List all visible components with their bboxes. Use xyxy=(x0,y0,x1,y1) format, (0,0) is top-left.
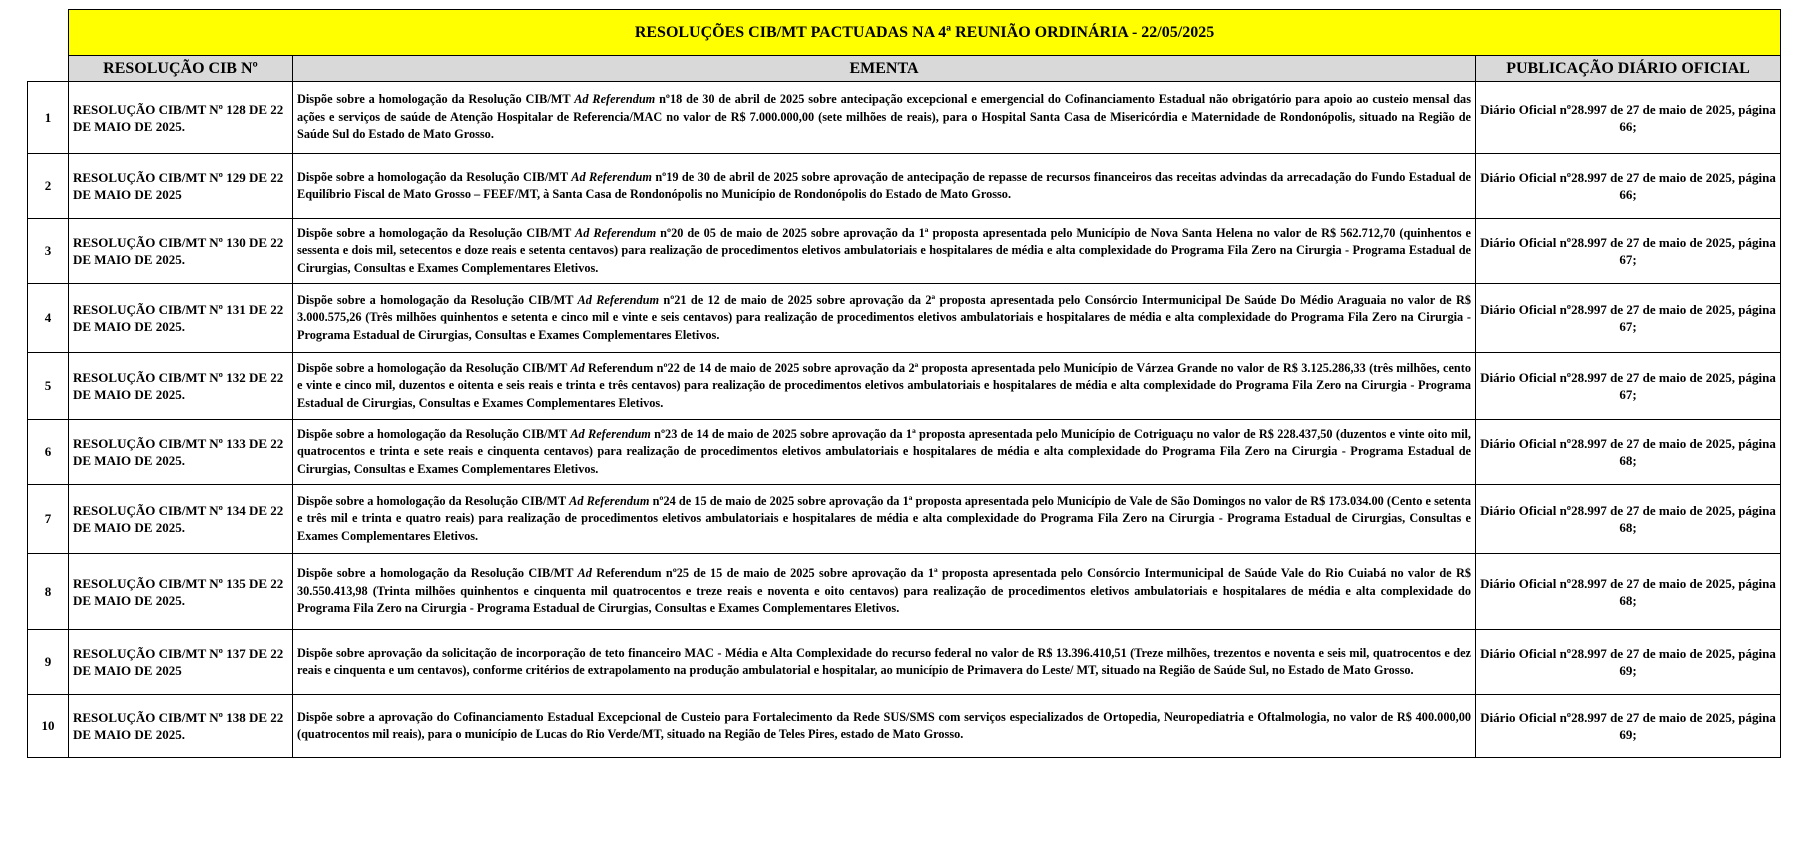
header-row xyxy=(28,56,1781,82)
ementa-text-continued: nº19 de 30 de abril de 2025 sobre aprovação de antecipação de repasse de recursos financeiros das receitas advindas da arrecadação do Fundo Estadual de Equilíbrio Fiscal de Mato Grosso – FEEF/MT, à Santa Casa de Rondonópolis no Município de Rondonópolis do Estado de Mato Grosso. xyxy=(297,169,1471,201)
table-row xyxy=(28,353,1781,420)
resolution-cell: RESOLUÇÃO CIB/MT Nº 130 DE 22 DE MAIO DE 2025. xyxy=(69,219,293,284)
ementa-text: Dispõe sobre aprovação da solicitação de incorporação de teto financeiro MAC - Média e Alta Complexidade do recurso federal no valor de R$ 13.396.410,51 (Treze milhões, trezentos e noventa e seis mil, quatrocentos e dez reais e cinquenta e um centavos), conforme critérios de extrapolamento na produção ambulatorial e hospitalar, ao município de Primavera do Leste/ MT, situado na Região de Saúde Sul, no Estado de Mato Grosso. xyxy=(297,645,1471,677)
ementa-cell xyxy=(293,353,1476,420)
row-number: 9 xyxy=(28,630,69,695)
ementa-text: Dispõe sobre a homologação da Resolução CIB/MT xyxy=(297,360,571,375)
ementa-italic-text: Ad Referendum xyxy=(571,169,652,184)
column-header-publication: PUBLICAÇÃO DIÁRIO OFICIAL xyxy=(1476,56,1781,82)
ementa-cell xyxy=(293,485,1476,554)
resolution-cell: RESOLUÇÃO CIB/MT Nº 137 DE 22 DE MAIO DE 2025 xyxy=(69,630,293,695)
table-row xyxy=(28,219,1781,284)
publication-cell: Diário Oficial nº28.997 de 27 de maio de 2025, página 67; xyxy=(1476,353,1781,420)
ementa-text-continued: Referendum nº25 de 15 de maio de 2025 sobre aprovação da 1ª proposta apresentada pelo Consórcio Intermunicipal de Saúde Vale do Rio Cuiabá no valor de R$ 30.550.413,98 (Trinta milhões quinhentos e cinquenta mil quatrocentos e treze reais e noventa e oito centavos) para realização de procedimentos eletivos ambulatoriais e hospitalares de média e alta complexidade do Programa Fila Zero na Cirurgia - Programa Estadual de Cirurgias, Consultas e Exames Complementares Eletivos. xyxy=(297,566,1471,616)
resolution-cell: RESOLUÇÃO CIB/MT Nº 128 DE 22 DE MAIO DE 2025. xyxy=(69,82,293,154)
resolution-cell: RESOLUÇÃO CIB/MT Nº 138 DE 22 DE MAIO DE 2025. xyxy=(69,695,293,758)
resolution-cell: RESOLUÇÃO CIB/MT Nº 135 DE 22 DE MAIO DE 2025. xyxy=(69,554,293,630)
ementa-text: Dispõe sobre a homologação da Resolução CIB/MT xyxy=(297,225,576,240)
ementa-text: Dispõe sobre a homologação da Resolução CIB/MT xyxy=(297,292,578,307)
resolution-cell: RESOLUÇÃO CIB/MT Nº 129 DE 22 DE MAIO DE 2025 xyxy=(69,154,293,219)
ementa-text-continued: Referendum nº22 de 14 de maio de 2025 sobre aprovação da 2ª proposta apresentada pelo Município de Várzea Grande no valor de R$ 3.125.286,33 (três milhões, cento e vinte e cinco mil, duzentos e oitenta e seis reais e trinta e três centavos) para realização de procedimentos eletivos ambulatoriais e hospitalares de média e alta complexidade do Programa Fila Zero na Cirurgia - Programa Estadual de Cirurgias, Consultas e Exames Complementares Eletivos. xyxy=(297,360,1471,410)
publication-cell: Diário Oficial nº28.997 de 27 de maio de 2025, página 68; xyxy=(1476,420,1781,485)
publication-cell: Diário Oficial nº28.997 de 27 de maio de 2025, página 69; xyxy=(1476,630,1781,695)
ementa-cell xyxy=(293,420,1476,485)
ementa-cell xyxy=(293,219,1476,284)
ementa-text-continued: nº18 de 30 de abril de 2025 sobre antecipação excepcional e emergencial do Cofinanciamento Estadual não obrigatório para apoio ao custeio mensal das ações e serviços de saúde de Atenção Hospitalar de Referencia/MAC no valor de R$ 7.000.000,00 (sete milhões de reais), para o Hospital Santa Casa de Misericórdia e Maternidade de Rondonópolis, situado na Região de Saúde Sul do Estado de Mato Grosso. xyxy=(297,92,1471,142)
ementa-text: Dispõe sobre a homologação da Resolução CIB/MT xyxy=(297,92,575,107)
ementa-cell xyxy=(293,630,1476,695)
ementa-text: Dispõe sobre a homologação da Resolução CIB/MT xyxy=(297,426,571,441)
ementa-italic-text: Ad xyxy=(570,360,585,375)
ementa-cell xyxy=(293,284,1476,353)
row-number: 2 xyxy=(28,154,69,219)
table-row xyxy=(28,82,1781,154)
ementa-text: Dispõe sobre a homologação da Resolução CIB/MT xyxy=(297,493,570,508)
ementa-text: Dispõe sobre a homologação da Resolução CIB/MT xyxy=(297,169,572,184)
row-number: 6 xyxy=(28,420,69,485)
ementa-italic-text: Ad Referendum xyxy=(577,292,660,307)
table-row xyxy=(28,284,1781,353)
ementa-text: Dispõe sobre a homologação da Resolução CIB/MT xyxy=(297,566,578,581)
ementa-text-continued: nº23 de 14 de maio de 2025 sobre aprovação da 1ª proposta apresentada pelo Município de Cotriguaçu no valor de R$ 228.437,50 (duzentos e vinte oito mil, quatrocentos e trinta e sete reais e cinquenta centavos) para realização de procedimentos eletivos ambulatoriais e hospitalares de média e alta complexidade do Programa Fila Zero na Cirurgia - Programa Estadual de Cirurgias, Consultas e Exames Complementares Eletivos. xyxy=(297,426,1471,476)
row-number: 8 xyxy=(28,554,69,630)
ementa-italic-text: Ad Referendum xyxy=(569,493,650,508)
ementa-cell xyxy=(293,154,1476,219)
publication-cell: Diário Oficial nº28.997 de 27 de maio de 2025, página 69; xyxy=(1476,695,1781,758)
table-row xyxy=(28,485,1781,554)
publication-cell: Diário Oficial nº28.997 de 27 de maio de 2025, página 66; xyxy=(1476,82,1781,154)
table-row xyxy=(28,630,1781,695)
ementa-italic-text: Ad Referendum xyxy=(575,225,657,240)
resolutions-table xyxy=(27,9,1781,758)
row-number: 3 xyxy=(28,219,69,284)
row-number: 10 xyxy=(28,695,69,758)
ementa-italic-text: Ad Referendum xyxy=(574,92,656,107)
table-row xyxy=(28,420,1781,485)
title-row xyxy=(28,10,1781,56)
ementa-cell xyxy=(293,695,1476,758)
ementa-text-continued: nº21 de 12 de maio de 2025 sobre aprovação da 2ª proposta apresentada pelo Consórcio Intermunicipal De Saúde Do Médio Araguaia no valor de R$ 3.000.575,26 (Três milhões quinhentos e setenta e cinco mil e vinte e seis centavos) para realização de procedimentos eletivos ambulatoriais e hospitalares de média e alta complexidade do Programa Fila Zero na Cirurgia - Programa Estadual de Cirurgias, Consultas e Exames Complementares Eletivos. xyxy=(297,292,1471,342)
publication-cell: Diário Oficial nº28.997 de 27 de maio de 2025, página 66; xyxy=(1476,154,1781,219)
ementa-text-continued: nº24 de 15 de maio de 2025 sobre aprovação da 1ª proposta apresentada pelo Município de Vale de São Domingos no valor de R$ 173.034.00 (Cento e setenta e três mil e trinta e quatro reais) para realização de procedimentos eletivos ambulatoriais e hospitalares de média e alta complexidade do Programa Fila Zero na Cirurgia - Programa Estadual de Cirurgias, Consultas e Exames Complementares Eletivos. xyxy=(297,493,1471,543)
publication-cell: Diário Oficial nº28.997 de 27 de maio de 2025, página 68; xyxy=(1476,485,1781,554)
row-number: 1 xyxy=(28,82,69,154)
table-row xyxy=(28,695,1781,758)
row-number: 7 xyxy=(28,485,69,554)
ementa-italic-text: Ad Referendum xyxy=(570,426,651,441)
column-header-ementa: EMENTA xyxy=(293,56,1476,82)
resolution-cell: RESOLUÇÃO CIB/MT Nº 134 DE 22 DE MAIO DE 2025. xyxy=(69,485,293,554)
publication-cell: Diário Oficial nº28.997 de 27 de maio de 2025, página 68; xyxy=(1476,554,1781,630)
ementa-text: Dispõe sobre a aprovação do Cofinanciamento Estadual Excepcional de Custeio para Fortalecimento da Rede SUS/SMS com serviços especializados de Ortopedia, Neuropediatria e Oftalmologia, no valor de R$ 400.000,00 (quatrocentos mil reais), para o município de Lucas do Rio Verde/MT, situado na Região de Teles Pires, estado de Mato Grosso. xyxy=(297,709,1471,741)
row-number: 4 xyxy=(28,284,69,353)
table-title: RESOLUÇÕES CIB/MT PACTUADAS NA 4ª REUNIÃO ORDINÁRIA - 22/05/2025 xyxy=(69,10,1781,56)
ementa-text-continued: nº20 de 05 de maio de 2025 sobre aprovação da 1ª proposta apresentada pelo Município de Nova Santa Helena no valor de R$ 562.712,70 (quinhentos e sessenta e dois mil, setecentos e doze reais e setenta centavos) para realização de procedimentos eletivos ambulatoriais e hospitalares de média e alta complexidade do Programa Fila Zero na Cirurgia - Programa Estadual de Cirurgias, Consultas e Exames Complementares Eletivos. xyxy=(297,225,1471,275)
ementa-cell xyxy=(293,554,1476,630)
row-number: 5 xyxy=(28,353,69,420)
table-row xyxy=(28,554,1781,630)
ementa-cell xyxy=(293,82,1476,154)
publication-cell: Diário Oficial nº28.997 de 27 de maio de 2025, página 67; xyxy=(1476,219,1781,284)
publication-cell: Diário Oficial nº28.997 de 27 de maio de 2025, página 67; xyxy=(1476,284,1781,353)
table-row xyxy=(28,154,1781,219)
ementa-italic-text: Ad xyxy=(577,566,592,581)
column-header-resolution: RESOLUÇÃO CIB Nº xyxy=(69,56,293,82)
resolution-cell: RESOLUÇÃO CIB/MT Nº 132 DE 22 DE MAIO DE 2025. xyxy=(69,353,293,420)
resolution-cell: RESOLUÇÃO CIB/MT Nº 131 DE 22 DE MAIO DE 2025. xyxy=(69,284,293,353)
resolution-cell: RESOLUÇÃO CIB/MT Nº 133 DE 22 DE MAIO DE 2025. xyxy=(69,420,293,485)
